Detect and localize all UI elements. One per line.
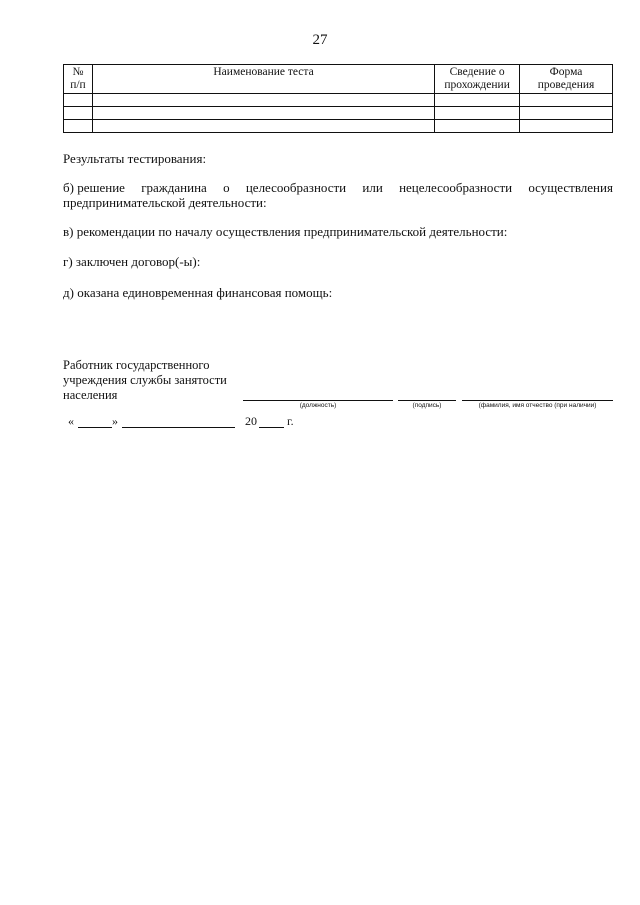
item-b-line1: б) решение гражданина о целесообразности или нецелесообразности осуществления [63, 180, 613, 195]
date-open-quote: « [68, 414, 74, 428]
tests-table [63, 64, 613, 133]
table-cell[interactable] [92, 107, 434, 120]
signature-line[interactable] [398, 400, 456, 401]
header-status: Сведение о прохождении [435, 65, 520, 94]
table-row [64, 107, 613, 120]
table-cell[interactable] [92, 94, 434, 107]
page-number: 27 [312, 32, 328, 48]
date-year-prefix: 20 [245, 414, 257, 428]
results-heading: Результаты тестирования: [63, 151, 207, 166]
table-cell[interactable] [435, 120, 520, 133]
date-year-suffix: г. [287, 414, 294, 428]
date-close-quote: » [112, 414, 118, 428]
table-cell[interactable] [64, 120, 93, 133]
table-row [64, 94, 613, 107]
header-form: Форма проведения [520, 65, 613, 94]
position-line[interactable] [243, 400, 393, 401]
table-cell[interactable] [435, 107, 520, 120]
table-cell[interactable] [64, 94, 93, 107]
position-caption: (должность) [299, 402, 337, 409]
table-cell[interactable] [64, 107, 93, 120]
item-g: г) заключен договор(-ы): [63, 254, 201, 269]
date-month-line[interactable] [122, 427, 235, 428]
header-num: № п/п [64, 65, 93, 94]
table-cell[interactable] [520, 107, 613, 120]
date-day-line[interactable] [78, 427, 112, 428]
item-b-line2: предпринимательской деятельности: [63, 195, 267, 210]
signatory-label: Работник государственного учреждения службы занятости населения [63, 358, 227, 402]
item-v: в) рекомендации по началу осуществления предпринимательской деятельности: [63, 224, 508, 239]
table-row [64, 120, 613, 133]
signature-caption: (подпись) [412, 402, 442, 409]
item-d: д) оказана единовременная финансовая помощь: [63, 285, 333, 300]
header-test-name: Наименование теста [92, 65, 434, 94]
table-cell[interactable] [520, 120, 613, 133]
table-cell[interactable] [520, 94, 613, 107]
name-line[interactable] [462, 400, 613, 401]
name-caption: (фамилия, имя отчество (при наличии) [478, 402, 597, 409]
table-header-row [64, 65, 613, 94]
table-cell[interactable] [435, 94, 520, 107]
date-year-line[interactable] [259, 427, 284, 428]
table-cell[interactable] [92, 120, 434, 133]
